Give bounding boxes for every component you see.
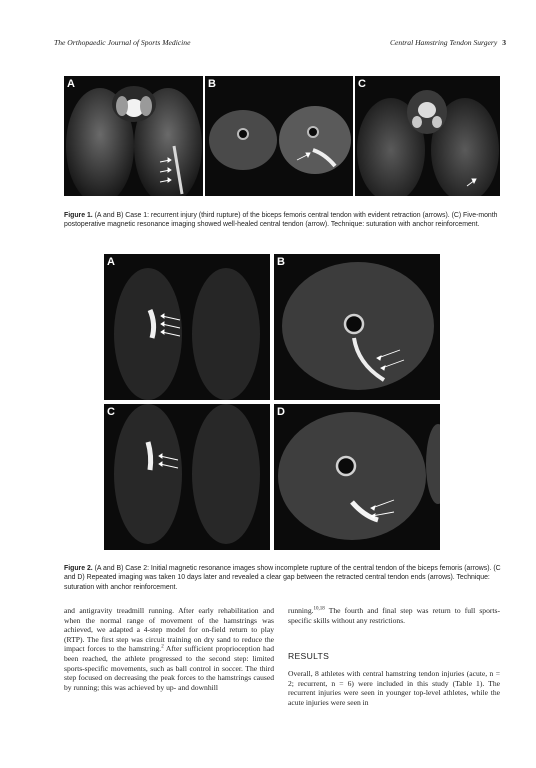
citation: 10,18 xyxy=(313,606,325,612)
section-heading-results: RESULTS xyxy=(288,651,330,661)
right-column-paragraph xyxy=(288,606,500,625)
figure-1-panel-c xyxy=(355,76,500,196)
figure-2-caption-text: (A and B) Case 2: Initial magnetic resonance images show incomplete rupture of the central tendon of the biceps femoris (arrows). (C and D) Repeated imaging was taken 10 days later and revealed a clear gap between the retracted central tendon ends (arrows). Technique: suturation with anchor reinforcement. xyxy=(64,565,501,591)
panel-label: D xyxy=(277,406,285,418)
paragraph-text: After sufficient proprioception had been reached, the athlete progressed to the second step: limited sports-specific movements, such as ball control in soccer. The third step focused on decreasing the peak forces to the hamstrings caused by running; this was achieved by up- and downhill xyxy=(64,644,275,692)
panel-label: C xyxy=(358,78,366,90)
running-title-text: Central Hamstring Tendon Surgery xyxy=(389,38,498,47)
figure-1-panel-b xyxy=(205,76,353,196)
left-column-paragraph xyxy=(64,606,274,692)
figure-2-panel-a xyxy=(104,254,270,400)
journal-name: The Orthopaedic Journal of Sports Medicine xyxy=(54,38,191,47)
figure-2-caption xyxy=(64,564,504,592)
figure-1-panel-a xyxy=(64,76,203,196)
results-paragraph: Overall, 8 athletes with central hamstring tendon injuries (acute, n = 2; recurrent, n = 6) were included in this study (Table 1). The recurrent injuries were seen in younger top-level athletes, while the acute injuries were seen in xyxy=(288,669,500,707)
panel-label: A xyxy=(67,78,75,90)
running-title xyxy=(390,38,506,47)
figure-2 xyxy=(104,254,440,550)
figure-2-panel-c xyxy=(104,404,270,550)
paragraph-text: running. xyxy=(288,606,314,615)
page-number: 3 xyxy=(502,38,506,47)
panel-label: C xyxy=(107,406,115,418)
figure-2-panel-b xyxy=(274,254,440,400)
citation: 2 xyxy=(161,644,164,650)
figure-1-caption xyxy=(64,211,504,230)
panel-label: B xyxy=(277,256,285,268)
paragraph-text: and antigravity treadmill running. After early rehabilitation and when the normal range of movement of the hamstrings was achieved, we adapted a 4-step model for on-field return to play (RTP). The first step was circuit training on dry sand to reduce the impact forces to the hamstring. xyxy=(64,606,274,654)
figure-2-panel-d xyxy=(274,404,440,550)
panel-label: A xyxy=(107,256,115,268)
figure-2-caption-label: Figure 2. xyxy=(64,565,93,572)
figure-1-caption-text: (A and B) Case 1: recurrent injury (third rupture) of the biceps femoris central tendon with evident retraction (arrows). (C) Five-month postoperative magnetic resonance imaging showed well-healed central tendon (arrow). Technique: suturation with anchor reinforcement. xyxy=(64,212,498,229)
paragraph-text: The fourth and final step was return to full sports-specific skills without any restrictions. xyxy=(288,606,500,625)
figure-1 xyxy=(64,76,500,196)
running-header xyxy=(54,38,506,52)
panel-label: B xyxy=(208,78,216,90)
figure-1-caption-label: Figure 1. xyxy=(64,212,93,219)
